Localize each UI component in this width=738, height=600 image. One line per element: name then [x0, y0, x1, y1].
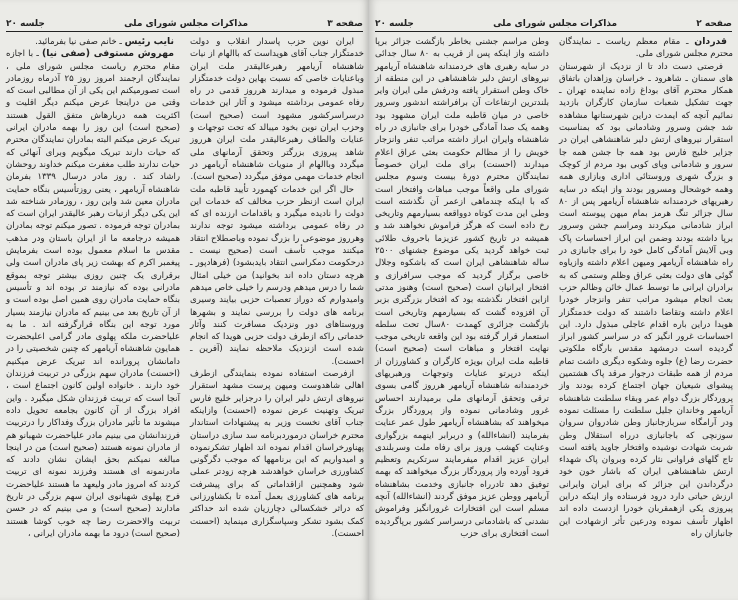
session-number: جلسه ۲۰ [375, 19, 414, 29]
text-column-left [375, 36, 550, 539]
page-header [6, 16, 363, 32]
right-page [369, 0, 738, 600]
speech-paragraph [559, 36, 733, 61]
paragraph: ازفرصت استفاده نموده بنمایندگی ازطرف اهالی شاهدوست ومیهن پرست مشهد استقرار نیروهای ارتش دلیر ایران را درجزایر خلیج فارس تبریک وتهنیت عرض نموده (احسنت) وازاینکه جناب آقای نخست وزیر به پیشنهادات استاندار محترم خراسان درموردبرنامه سد سازی دراستان پهناورخراسان اقدام نموده اند اظهار تشکرنموده و امیدواریم که این برنامهها که موجب دگرگونی کشاورزی خراسان خواهدشد هرچه زودتر عملی شود وهمچنین ازاقداماتی که برای پیشرفت برنامه های کشاورزی بعمل آمده تا بکشاورزانی که دراثر خشکسالی دچارزیان شده اند حداکثر کمک بشود تشکر وسپاسگزاری مینماید (احسنت احسنت). [190, 369, 364, 539]
page-header [375, 16, 732, 32]
speech-text: ـ مقام معظم ریاست ـ نمایندگان محترم مجلس شورای ملی. [559, 37, 733, 60]
paragraph: حال اگر این خدمات کهمورد تأیید قاطبه ملت ایران است ازنظر حزب مخالف که خدمات این دولت را نادیده میگیرد و باقدامات ارزنده ای که در رفاه عمومی برداشته میشود توجه ندارند وهرروز موضوعی را بزرگ نموده وباصطلاح انتقاد میکنند موجب تأسف است (صحیح نیست ـ درحکومت دمکراسی انتقاد بایدبشود) (فرهادپور ـ هرچه دستان داده اند بخوانید) من خیلی امثال شما را درس میدهم ودرسم را خیلی خاص میدهم وامیدوارم که دوراز تعصبات حزبی بیایند وسیری برنامه های دولت را بررسی نمایند و بشهرها وروستاهای دور ونزدیک مسافرت کنند وآثار خدماتی راکه ازطرف دولت حزبی هویدا که انجام شده است ازنزدیک ملاحظه نمایند (آفرین ـ احسنت). [190, 184, 364, 367]
text-column-right [190, 36, 364, 539]
paragraph: ایران نوین حزب پاسدار انقلاب و دولت خدمتگزار جناب آقای هویداست که باالهام از نیات شاهنشاه آریامهر رهبرعالیقدر ملت ایران وباعنایات خاصی که نسبت بهاین دولت خدمتگزار مبذول فرموده و میدارند هرروز قدمی در راه رفاه عمومی برداشته میشود و آثار این خدمات درسراسرکشور مشهود است (صحیح است) وحزب ایران نوین بخود میبالد که تحت توجهات و عنایات والطاف رهبرعالیقدر ملت ایران هرروز شاهد پیروزی بزرگتر وتحقق آرمانهای ملی میگردد وباالهام از منویات شاهنشاه آریامهر در انجام خدمات مهمی موفق میگردد (صحیح است). [190, 37, 364, 183]
page-number: صفحه ۲ [696, 19, 732, 29]
speaker-name: نایب رئیس [124, 36, 174, 47]
session-number: جلسه ۲۰ [6, 19, 45, 29]
speech-paragraph [6, 48, 180, 540]
text-column-right [559, 36, 733, 539]
paragraph: فرصتی دست داد تا از نزدیک از شهرستان های سمنان ـ شاهرود ـ خراسان وزاهدان باتفاق همکار محترم آقای بوداغ زاده نماینده تهران ـ جهت تشکیل شعبات سازمان کارگران بازدید نمائیم آنچه که ایمدت دراین شهرستانها مشاهده شد جشن وسرور وشادمانی بود که بمناسبت استقرار نیروهای ارتش دلیر شاهنشاهی ایران در جزایر خلیج فارس بود همه جا جشن همه جا سرور و شادمانی وپای کوبی بود مردم از کوچک و بزرگ شهری وروستائی اداری وبازاری همه وهمه خوشحال ومسرور بودند واز اینکه در سایه رهبریهای خردمندانه شاهنشاه آریامهر پس از ۸۰ سال جزائر تنگ هرمز بمام میهن پیوسته است ابراز شادمانی میکردند ومراسم جشن وسرور برپا داشته بودند وضمن این ابراز احساسات پاک وبی آلایش آمادگی کامل خود را برای جانبازی در راه شاهنشاه آریامهر ومیهن اعلام داشته وازیاوه گوئی های دولت بعثی عراق وظلم وستمی که به برادران ایرانی ما توسط عمال خائن وظالم حزب بعث انجام میشود مراتب تنفر وانزجار خودرا اعلام داشته وتقاضا داشتند که دولت خدمتگزار هویدا دراین باره اقدام عاجلی مبذول دارد. این احساسات غرور انگیز که در سراسر کشور ابراز گردیده است درمشهد مقدس بارگاه ملکوتی حضرت رضا (ع) جلوه وشکوه دیگری داشت تمام مردم از همه طبقات درجوار مرقد پاک هشتمین پیشوای شیعیان جهان اجتماع کرده بودند واز پروردگار بزرگ دوام عمر وبقاء سلطنت شاهنشاه آریامهر وخاندان جلیل سلطنت را مسئلت نموده ودر آرامگاه سربازجانباز وطن شادروان سروان سوزنچی که باجانبازی درراه استقلال وطن شربت شهادت نوشیده وافتخار جاوید یافته است تاج گلهای فراوانی نثار کرده وبروان پاک شهداء ارتش شاهنشاهی ایران که باشار خون خود درگرداندن این جزائر که برای ایران وایرانی ارزش حیاتی دارد درود فرستاده واز اینکه دراین پیروزی یکی ازهمقربان خودرا ازدست داده اند اظهار تأسف نموده ودرعین تأثر ازشهادت این جانبازان راه [559, 61, 733, 539]
text-column-left [6, 36, 181, 539]
publication-title: مذاکرات مجلس شورای ملی [124, 19, 249, 29]
publication-title: مذاکرات مجلس شورای ملی [493, 19, 618, 29]
speech-text: ـ با اجازه مقام محترم ریاست مجلس شورای ملی ، نمایندگان ارجمند امروز روز ۲۵ آذرماه روزمادر است تصورمیکنم این یکی از آن مطالبی است که وقتی من دراینجا عرض میکنم دیگر اقلیت و اکثریت همه دربارهاش متفق القول هستند (صحیح است) این روز را بهمه مادران ایرانی تبریک عرض میکنم البته بمادران نمایندگان محترم که حیات دارند تبریک میگویم وبرای آنهائی که حیات ندارند طلب مغفرت میکنم خداوند روحشان راشاد کند . روز مادر درسال ۱۳۳۹ بفرمان شاهنشاه آریامهر ، یعنی روزتأسیس بنگاه حمایت مادران معین شد واین روز ، روزمادر شناخته شد این یکی دیگر ازنیات رهبر عالیقدر ایران است که بمادران توجه فرموده . تصور میکنم توجه بمادران همیشه درجامعه ما از ایران باستان ودر مذهب مقدس ما اسلام معمول بوده است بفرمایش پیغمبر اکرم که بهشت زیر پای مادران است ولی برقراری یک چنین روزی بیشتر توجه بموقع مادرانی بوده که نیازمند تر بوده اند و تأسیس بنگاه حمایت مادران روی همین اصل بوده است و از آن تاریخ بعد می بینیم که مادران نیازمند بسیار مورد توجه این بنگاه قرارگرفته اند . ما به علیاحضرت ملکه پهلوی مادر گرامی اعلیحضرت همایون شاهنشاه آریامهر که چنین شخصیتی را در دامانشان پرورانده اند تبریک عرض میکنیم (احسنت) مادران سهم بزرگی در تربیت فرزندان خود دارند . خانواده اولین کانون اجتماع است ، آنجا است که تربیت فرزندان شکل میگیرد . واین افراد بزرگ از آن کانون بجامعه تحویل داده میشوند ما تأثیر مادران بزرگ وفداکار را درتربیت فرزندانشان می بینیم مادر علیاحضرت شهبانو هم از مادران نمونه هستند (صحیح است) من در اینجا مبالغه نمیکنم بحق ایشان نشان دادند که مادرنمونه ای هستند وفرزند نمونه ای تربیت کردند که امروز مادر ولیعهد ما هستند علیاحضرت فرح پهلوی شهبانوی ایران سهم بزرگی در تاریخ مادارند (صحیح است) و می بینیم که در حسن تربیت والاحضرت رضا چه خوب کوشا هستند (صحیح است) درود ما بهمه مادران ایرانی ، [6, 49, 181, 539]
speech-paragraph [6, 36, 180, 48]
speaker-name: مهروش مستوفی (صفی نیا) [42, 48, 174, 60]
page-number: صفحه ۳ [327, 19, 363, 29]
speaker-name: قدردان [694, 36, 727, 47]
speech-text: ـ خانم صفی نیا بفرمائید. [35, 37, 125, 47]
paragraph: وطن مراسم جشنی بخاطر بازگشت جزائر برپا داشته واز اینکه پس از قریب به ۸۰ سال جدائی در سایه رهبری های خردمندانه شاهنشاه آریامهر نیروهای ارتش دلیر شاهنشاهی در این منطقه از خاک وطن استقرار یافته ودرفش ملی ایران وایر بلندترین ارتفاعات آن برافراشته اندشور وسرور خاصی در میان قاطبه ملت ایران مشهود بود وهمه یک صدا آمادگی خودرا برای جانبازی در راه شاهنشاه وایران ابراز داشته مراتب تنفر وانزجار خویش را از مظالم حکومت بعثی عراق اعلام میدارند (احسنت) برای ملت ایران خصوصاً نمایندگان محترم دورهٔ بیست وسوم مجلس شورای ملی واقعاً موجب مباهات وافتخار است که با اینکه چندماهی ازعمر آن نگذشته است وطی این مدت کوتاه دوواقعه بسیارمهم وتاریخی رخ داده است که هرگز فراموش نخواهند شد و همیشه در تاریخ کشور عزیزما باحروف طلائی ثبت خواهد گردید یکی موضوع جشنهای ۲۵۰۰ ساله شاهنشاهی ایران است که باشکوه وجلال خاصی برگزار گردید که موجب سرافرازی و افتخار ایرانیان است (صحیح است) وهنوز مدتی ازاین افتخار نگذشته بود که افتخار بزرگتری بزبر آن افزوده گشت که بسیارمهم وتاریخی است بازگشت جزائری کهمدت ۸۰سال تحت سلطه استعمار قرار گرفته بود این واقعه تاریخی موجب نهایت افتخار و مباهات است (صحیح است) قاطبه ملت ایران بویژه کارگران و کشاورزان از اینکه درپرتو عنایات وتوجهات ورهبریهای خردمندانه شاهنشاه آریامهر هرروز گامی بسوی ترقی وتحقق آرمانهای ملی برمیدارند احساس غرور وشادمانی نموده واز پروردگار بزرگ میخواهند که بشاهنشاه آریامهر طول عمر عنایت بفرمایند (انشاءالله) و دربرابر اینهمه بزرگواری وعنایت کهشب وروز برای رفاه ملت وسربلندی ایران عزیز اقدام میفرمایند سرتکریم وتعظیم فرود آورده واز پروردگار بزرگ میخواهند که بهمه توفیق دهد تادرراه جانبازی وخدمت بشاهنشاه آریامهر ووطن عزیز موفق گردند (انشاءالله) آنچه مسلم است این افتخارات غرورانگیز وفراموش نشدنی که باشادمانی درسراسر کشور برپاگردیده است افتخاری برای حزب [375, 37, 550, 539]
